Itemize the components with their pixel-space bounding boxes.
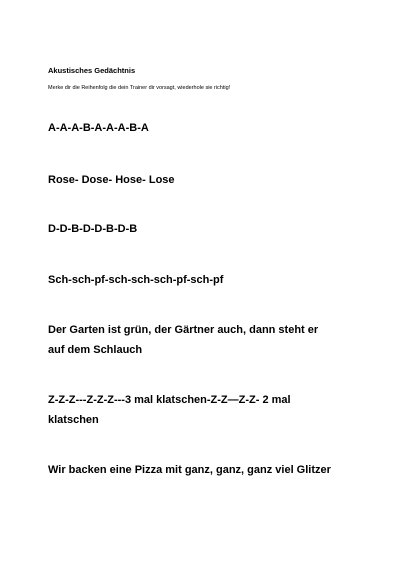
exercise-5 xyxy=(48,320,318,360)
exercise-2-line-1: Rose- Dose- Hose- Lose xyxy=(48,174,175,186)
exercise-5-line-2: auf dem Schlauch xyxy=(48,344,143,356)
document-title: Akustisches Gedächtnis xyxy=(48,66,136,75)
exercise-1 xyxy=(48,118,149,138)
document-instruction: Merke dir die Reihenfolg die dein Trainer dir vorsagt, wiederhole sie richtig! xyxy=(48,85,231,91)
exercise-3 xyxy=(48,219,137,239)
exercise-6 xyxy=(48,390,291,430)
exercise-2 xyxy=(48,170,175,190)
exercise-4 xyxy=(48,270,223,290)
exercise-7 xyxy=(48,460,331,480)
exercise-1-line-1: A-A-A-B-A-A-A-B-A xyxy=(48,122,149,134)
exercise-7-line-1: Wir backen eine Pizza mit ganz, ganz, ganz viel Glitzer xyxy=(48,464,331,476)
exercise-6-line-1: Z-Z-Z---Z-Z-Z---3 mal klatschen-Z-Z—Z-Z- 2 mal xyxy=(48,394,291,406)
exercise-3-line-1: D-D-B-D-D-B-D-B xyxy=(48,223,138,235)
exercise-4-line-1: Sch-sch-pf-sch-sch-sch-pf-sch-pf xyxy=(48,274,224,286)
exercise-5-line-1: Der Garten ist grün, der Gärtner auch, dann steht er xyxy=(48,324,319,336)
exercise-6-line-2: klatschen xyxy=(48,414,99,426)
